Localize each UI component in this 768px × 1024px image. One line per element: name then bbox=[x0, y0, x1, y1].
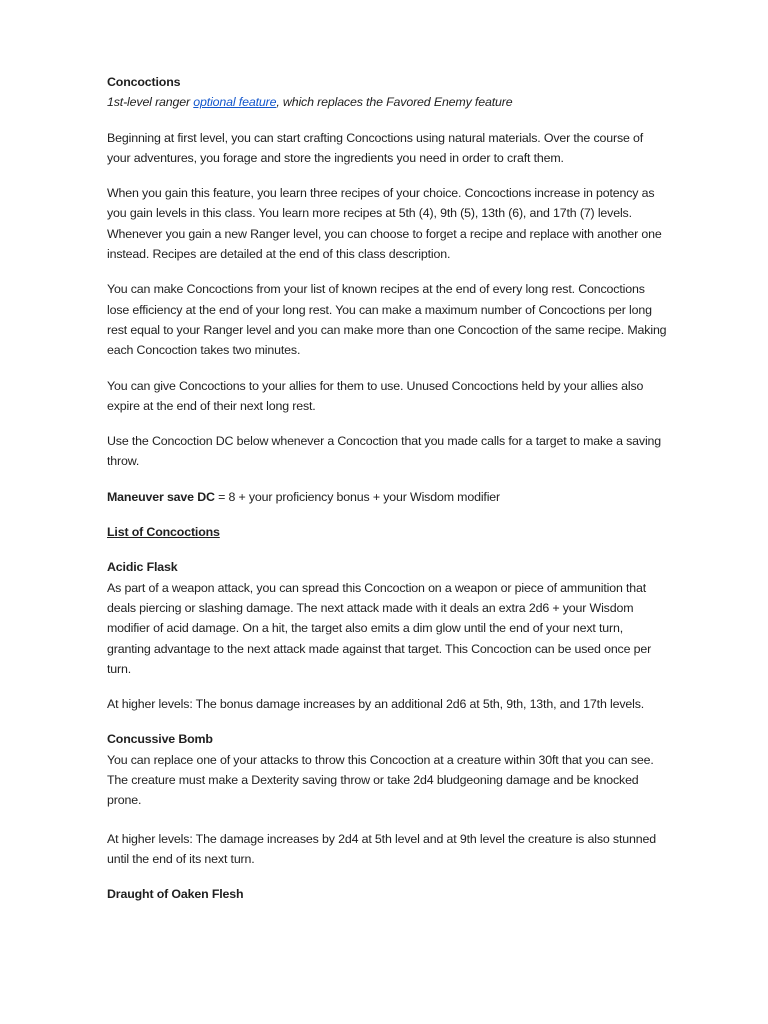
concoction-name-draught-of-oaken-flesh bbox=[107, 884, 667, 904]
title-text: Concoctions bbox=[107, 75, 181, 89]
save-dc-label: Maneuver save DC bbox=[107, 489, 215, 504]
acidic-flask-description: As part of a weapon attack, you can spread this Concoction on a weapon or piece of ammunition that deals piercing or slashing damage. The next attack made with it deals an extra 2d6 + your Wisdom modifier of acid damage. On a hit, the target also emits a dim glow until the end of your next turn, granting advantage to the next attack made against that target. This Concoction can be used once per turn. bbox=[107, 580, 652, 676]
save-dc-formula: = 8 + your proficiency bonus + your Wisdom modifier bbox=[214, 489, 501, 504]
save-dc-line bbox=[107, 487, 667, 507]
acidic-flask-higher-levels: At higher levels: The bonus damage increases by an additional 2d6 at 5th, 9th, 13th, and 17th levels. bbox=[107, 697, 645, 712]
list-heading-text: List of Concoctions bbox=[107, 525, 220, 540]
concoction-name-concussive-bomb bbox=[107, 729, 667, 749]
concoction-name-acidic-flask bbox=[107, 557, 667, 577]
concussive-bomb-description: You can replace one of your attacks to throw this Concoction at a creature within 30ft that you can see. The creature must make a Dexterity saving throw or take 2d4 bludgeoning damage and be knocked prone. bbox=[107, 752, 654, 808]
paragraph-intro: Beginning at first level, you can start crafting Concoctions using natural materials. Over the course of your adventures, you forage and store the ingredients you need in order to craft them. bbox=[107, 130, 644, 165]
list-heading bbox=[107, 522, 667, 542]
subtitle-prefix: 1st-level ranger bbox=[107, 95, 194, 110]
paragraph-allies: You can give Concoctions to your allies for them to use. Unused Concoctions held by your allies also expire at the end of their next long rest. bbox=[107, 378, 644, 413]
subtitle bbox=[107, 92, 667, 112]
page-title bbox=[107, 72, 667, 92]
document-body bbox=[107, 72, 667, 905]
concussive-bomb-higher-levels: At higher levels: The damage increases by 2d4 at 5th level and at 9th level the creature is also stunned until the end of its next turn. bbox=[107, 831, 656, 866]
draught-of-oaken-flesh-name: Draught of Oaken Flesh bbox=[107, 887, 244, 902]
subtitle-suffix: , which replaces the Favored Enemy feature bbox=[276, 95, 513, 110]
paragraph-crafting: You can make Concoctions from your list of known recipes at the end of every long rest. Concoctions lose efficiency at the end of your long rest. You can make a maximum number of Concoctions per long rest equal to your Ranger level and you can make more than one Concoction of the same recipe. Making each Concoction takes two minutes. bbox=[107, 282, 667, 358]
acidic-flask-name: Acidic Flask bbox=[107, 560, 178, 575]
paragraph-recipes: When you gain this feature, you learn three recipes of your choice. Concoctions increase in potency as you gain levels in this class. You learn more recipes at 5th (4), 9th (5), 13th (6), and 17th (7) levels. Whenever you gain a new Ranger level, you can choose to forget a recipe and replace with another one instead. Recipes are detailed at the end of this class description. bbox=[107, 186, 662, 262]
concussive-bomb-name: Concussive Bomb bbox=[107, 732, 213, 747]
optional-feature-link[interactable]: optional feature bbox=[193, 95, 277, 110]
paragraph-dc: Use the Concoction DC below whenever a Concoction that you made calls for a target to make a saving throw. bbox=[107, 434, 662, 469]
